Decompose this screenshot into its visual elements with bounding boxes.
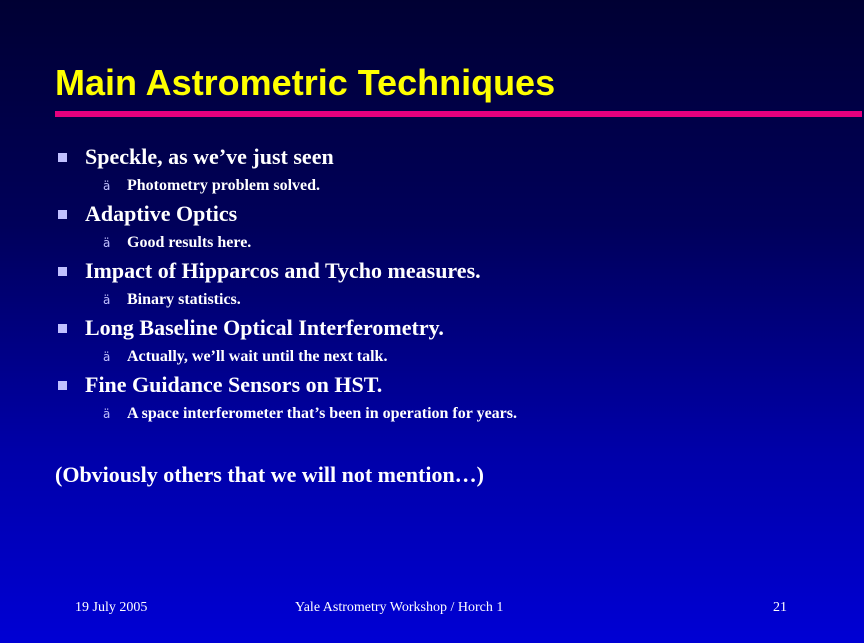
sub-bullet-text: Good results here. [127,233,252,251]
bullet-text: Adaptive Optics [85,201,238,226]
bullet-item [55,256,855,313]
sub-bullet-text: Actually, we’ll wait until the next talk. [127,347,388,365]
sub-bullet-icon: ä [103,406,111,421]
bullet-text: Long Baseline Optical Interferometry. [85,315,444,340]
square-bullet-icon [58,210,67,219]
sub-bullet-text: A space interferometer that’s been in operation for years. [127,404,517,422]
square-bullet-icon [58,381,67,390]
bullet-text: Fine Guidance Sensors on HST. [85,372,383,397]
bullet-text: Speckle, as we’ve just seen [85,144,334,169]
square-bullet-icon [58,153,67,162]
sub-bullet-icon: ä [103,178,111,193]
square-bullet-icon [58,267,67,276]
bullet-item [55,370,855,427]
bullet-text: Impact of Hipparcos and Tycho measures. [85,258,481,283]
sub-bullet-icon: ä [103,235,111,250]
bullet-item [55,142,855,199]
footer-page-number: 21 [773,600,787,615]
sub-bullet-icon: ä [103,349,111,364]
bullet-item [55,313,855,370]
sub-bullet-text: Binary statistics. [127,290,241,308]
slide-title: Main Astrometric Techniques [55,62,556,103]
sub-bullet-icon: ä [103,292,111,307]
bullet-list [55,142,855,427]
square-bullet-icon [58,324,67,333]
footer-presentation-title: Yale Astrometry Workshop / Horch 1 [295,600,504,615]
sub-bullet-text: Photometry problem solved. [127,176,321,194]
title-underline [55,111,862,117]
footer-date: 19 July 2005 [75,600,148,615]
closing-note: (Obviously others that we will not mention…) [55,462,484,487]
bullet-item [55,199,855,256]
